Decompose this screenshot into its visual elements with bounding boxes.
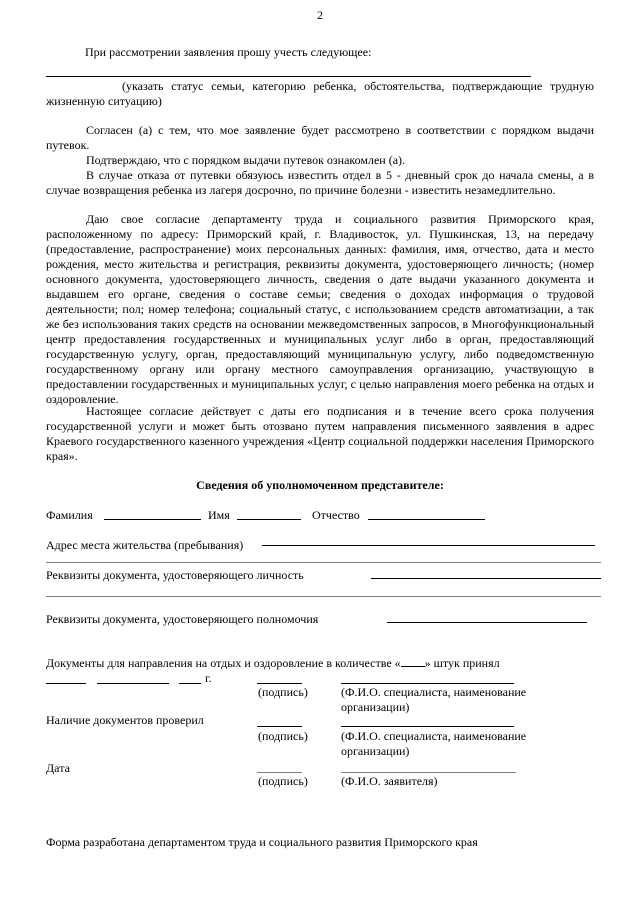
docs-count-field[interactable]: [401, 656, 425, 667]
refuse-paragraph: В случае отказа от путевки обязуюсь известить отдел в 5 - дневный срок до начала смены, а в случае возвращения ребенка из лагеря досрочно, по причине болезни - известить незамедлительно.: [46, 168, 594, 197]
status-input-line: [46, 76, 531, 77]
date-label: Дата: [46, 761, 70, 775]
status-hint-text: (указать статус семьи, категорию ребенка, обстоятельства, подтверждающие трудную жизненную ситуацию): [46, 79, 594, 108]
auth-doc-field[interactable]: [387, 622, 587, 623]
validity-paragraph: Настоящее согласие действует с даты его подписания и в течение всего срока получения государственной услуги и может быть отозвано путем направления письменного заявления в адрес Краевого государственного казенного учреждения «Центр социальной поддержки населения Приморского края».: [46, 404, 594, 463]
footer-note: Форма разработана департаментом труда и социального развития Приморского края: [46, 835, 478, 849]
id-doc-label: Реквизиты документа, удостоверяющего личность: [46, 568, 304, 582]
signature-line-1[interactable]: [257, 683, 302, 684]
address-field-line-2[interactable]: [46, 562, 601, 563]
specialist-caption-1: (Ф.И.О. специалиста, наименование организации): [341, 685, 527, 714]
surname-label: Фамилия: [46, 508, 93, 522]
signature-line-2[interactable]: [257, 726, 302, 727]
auth-doc-label: Реквизиты документа, удостоверяющего полномочия: [46, 612, 319, 626]
confirm-paragraph: Подтверждаю, что с порядком выдачи путевок ознакомлен (а).: [86, 153, 406, 167]
id-doc-field[interactable]: [371, 578, 601, 579]
agree-paragraph: Согласен (а) с тем, что мое заявление будет рассмотрено в соответствии с порядком выдачи путевок.: [46, 123, 594, 152]
patronymic-label: Отчество: [312, 508, 360, 522]
name-field[interactable]: [237, 519, 301, 520]
patronymic-field[interactable]: [368, 519, 485, 520]
specialist-name-line-2[interactable]: [341, 726, 514, 727]
name-label: Имя: [208, 508, 230, 522]
date-year-field[interactable]: [179, 683, 201, 684]
address-field[interactable]: [262, 545, 595, 546]
surname-field[interactable]: [104, 519, 201, 520]
signature-caption-3: (подпись): [258, 774, 308, 788]
checked-label: Наличие документов проверил: [46, 713, 204, 727]
docs-count-label: Документы для направления на отдых и оздоровление в количестве « » штук принял: [46, 656, 500, 670]
page-number: 2: [317, 8, 323, 22]
applicant-name-line[interactable]: [341, 772, 516, 773]
specialist-name-line-1[interactable]: [341, 683, 514, 684]
specialist-caption-2: (Ф.И.О. специалиста, наименование организации): [341, 729, 527, 758]
date-month-field[interactable]: [97, 683, 169, 684]
date-day-field[interactable]: [46, 683, 86, 684]
applicant-caption: (Ф.И.О. заявителя): [341, 774, 438, 788]
signature-caption-2: (подпись): [258, 729, 308, 743]
representative-heading: Сведения об уполномоченном представителе:: [196, 478, 444, 492]
id-doc-field-line-2[interactable]: [46, 596, 601, 597]
year-suffix: г.: [205, 671, 212, 685]
signature-caption-1: (подпись): [258, 685, 308, 699]
intro-text: При рассмотрении заявления прошу учесть следующее:: [85, 45, 372, 59]
address-label: Адрес места жительства (пребывания): [46, 538, 244, 552]
signature-line-3[interactable]: [257, 772, 302, 773]
consent-paragraph: Даю свое согласие департаменту труда и социального развития Приморского края, расположенному по адресу: Приморский край, г. Владивосток, ул. Пушкинская, 13, на передачу (предоставление, распространение) моих персональных данных: фамилия, имя, отчество, дата и место рождения, место жительства и регистрация, реквизиты документа, удостоверяющего личность; (номер основного документа, удостоверяющего личность, сведения о дате выдачи указанного документа и выдавшем его органе, сведения о составе семьи; сведения о доходах информация о трудовой деятельности; пол; номер телефона; социальный статус, с использованием средств автоматизации, а так же без использования таких средств на основании межведомственных запросов, в Многофункциональный центр предоставления государственных и муниципальных услуг либо в орган, предоставляющий государственную услугу, орган, предоставляющий муниципальную услугу, либо подведомственную государственному органу или органу местного самоуправления организацию, участвующую в предоставлении государственных и муниципальных услуг, с целью направления моего ребенка на отдых и оздоровление.: [46, 212, 594, 406]
